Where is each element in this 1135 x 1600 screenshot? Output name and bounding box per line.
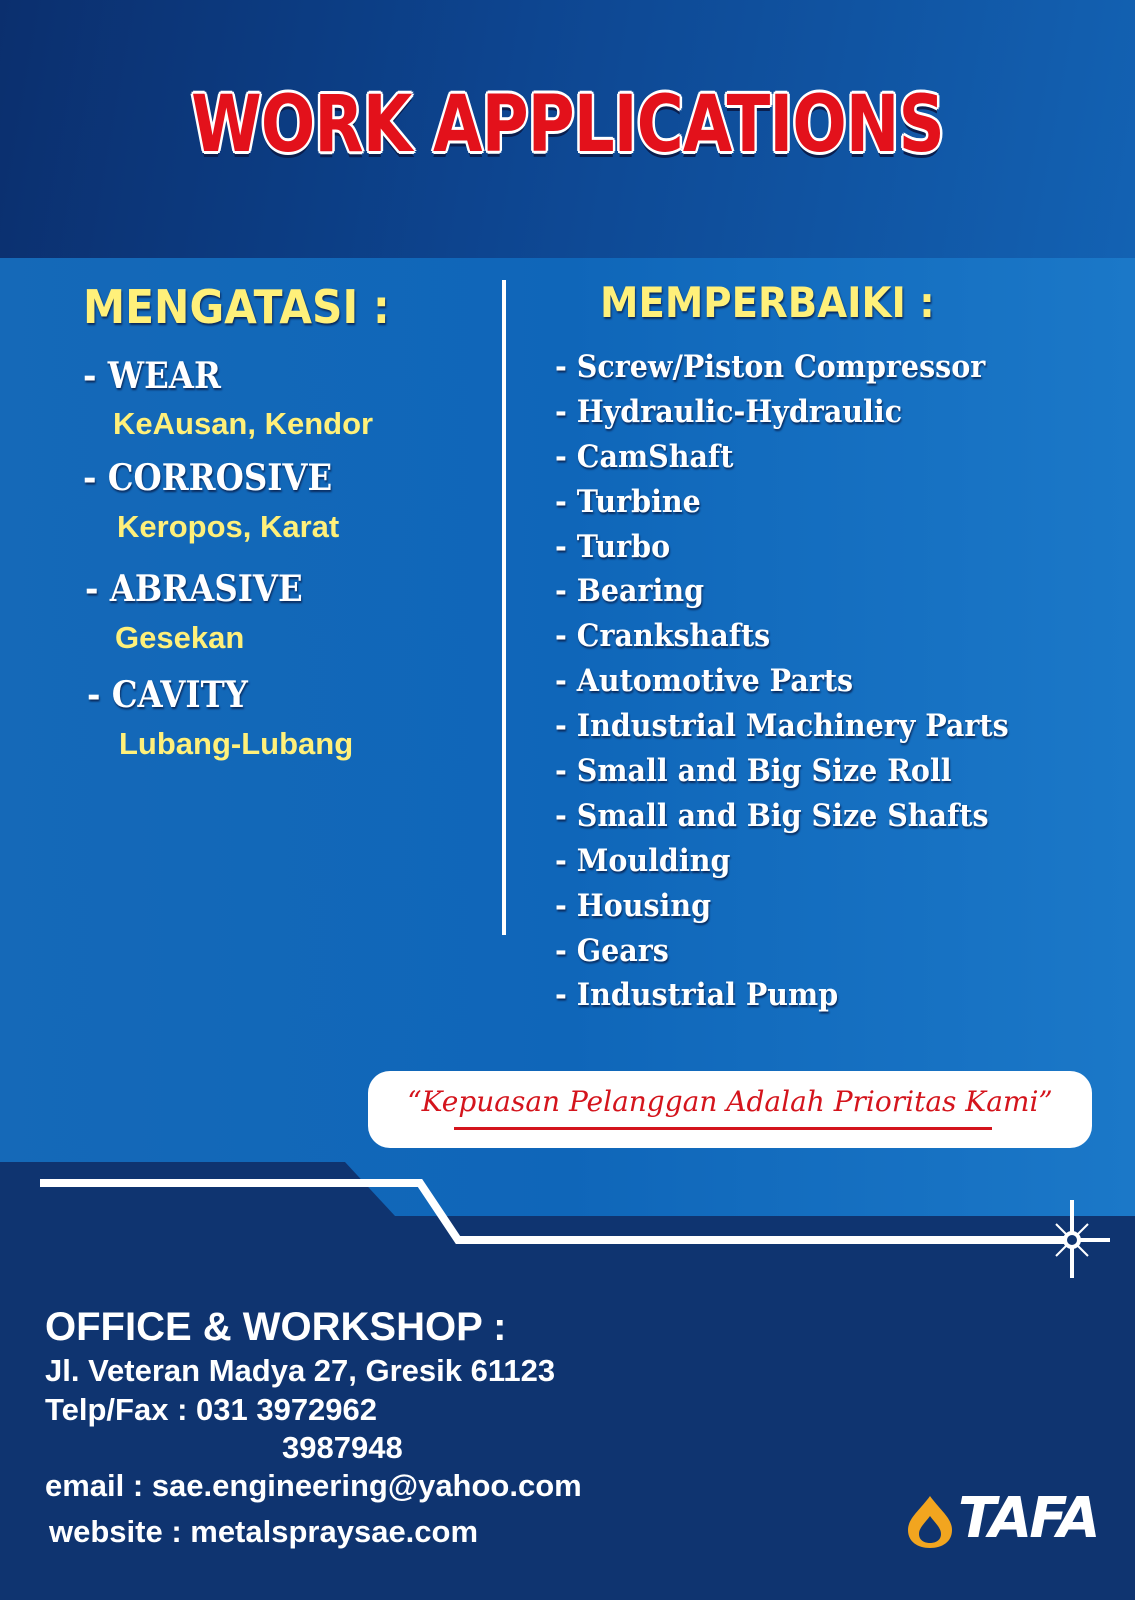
mengatasi-heading: MENGATASI : bbox=[83, 280, 390, 334]
office-phone: Telp/Fax : 031 3972962 bbox=[45, 1392, 378, 1427]
office-address: Jl. Veteran Madya 27, Gresik 61123 bbox=[45, 1353, 556, 1388]
list-item: - Industrial Machinery Parts bbox=[555, 708, 1009, 745]
mengatasi-sub-abrasive: Gesekan bbox=[115, 620, 245, 655]
slogan-text: “Kepuasan Pelanggan Adalah Prioritas Kami” bbox=[407, 1085, 1053, 1118]
mengatasi-sub-wear: KeAusan, Kendor bbox=[113, 406, 374, 441]
list-item: - Screw/Piston Compressor bbox=[555, 349, 986, 385]
list-item: - Moulding bbox=[555, 842, 731, 879]
office-website: website : metalspraysae.com bbox=[49, 1514, 479, 1549]
list-item: - Crankshafts bbox=[555, 618, 771, 655]
tafa-logo bbox=[900, 1486, 1100, 1552]
list-item: - Housing bbox=[555, 887, 712, 924]
list-item: - Turbine bbox=[555, 483, 701, 520]
office-email: email : sae.engineering@yahoo.com bbox=[45, 1468, 582, 1503]
mengatasi-sub-cavity: Lubang-Lubang bbox=[119, 726, 354, 761]
slogan-box bbox=[368, 1071, 1092, 1148]
list-item: - Hydraulic-Hydraulic bbox=[555, 393, 903, 430]
mengatasi-item-abrasive: - ABRASIVE bbox=[85, 568, 303, 610]
memperbaiki-heading: MEMPERBAIKI : bbox=[600, 278, 935, 327]
list-item: - Small and Big Size Roll bbox=[555, 753, 952, 790]
list-item: - Gears bbox=[555, 932, 669, 969]
list-item: - Industrial Pump bbox=[555, 977, 839, 1014]
list-item: - Automotive Parts bbox=[555, 663, 854, 700]
office-phone-2: 3987948 bbox=[282, 1430, 403, 1465]
mengatasi-item-corrosive: - CORROSIVE bbox=[83, 457, 333, 499]
mengatasi-item-cavity: - CAVITY bbox=[87, 674, 248, 716]
flame-logo-icon bbox=[900, 1492, 960, 1552]
list-item: - CamShaft bbox=[555, 438, 734, 475]
mengatasi-sub-corrosive: Keropos, Karat bbox=[117, 509, 340, 544]
logo-text: TAFA bbox=[958, 1486, 1098, 1551]
list-item: - Turbo bbox=[555, 528, 671, 565]
slogan-underline bbox=[454, 1127, 992, 1130]
list-item: - Bearing bbox=[555, 573, 705, 610]
list-item: - Small and Big Size Shafts bbox=[555, 797, 989, 834]
column-divider bbox=[502, 280, 506, 935]
memperbaiki-list bbox=[555, 345, 1048, 1018]
page-title: WORK APPLICATIONS bbox=[191, 80, 944, 170]
mengatasi-item-wear: - WEAR bbox=[83, 355, 221, 397]
office-heading: OFFICE & WORKSHOP : bbox=[45, 1305, 507, 1349]
